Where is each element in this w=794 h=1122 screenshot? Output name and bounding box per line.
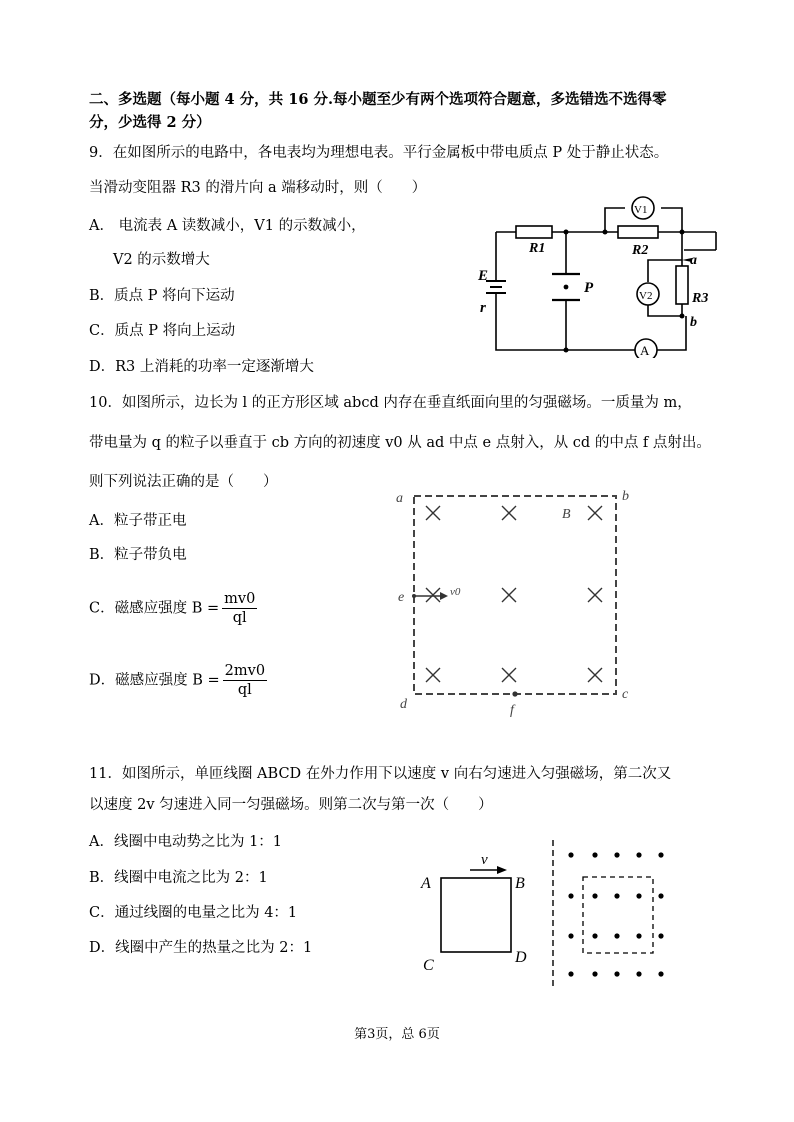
q11-option-c: C．通过线圈的电量之比为 4：1 <box>89 905 298 921</box>
label-e: e <box>398 590 405 605</box>
label-coil-c: C <box>423 957 434 974</box>
label-p: P <box>584 280 594 296</box>
label-b: b <box>690 315 697 330</box>
q9-stem-line1: 9．在如图所示的电路中，各电表均为理想电表。平行金属板中带电质点 P 处于静止状态。 <box>89 145 669 161</box>
q10-option-c-label: C．磁感应强度 B = <box>89 600 220 617</box>
label-a: a <box>690 253 697 268</box>
label-coil-a: A <box>421 875 431 892</box>
label-f: f <box>510 703 514 718</box>
q11-stem-line1: 11．如图所示，单匝线圈 ABCD 在外力作用下以速度 v 向右匀速进入匀强磁场，第二次又 <box>89 766 672 782</box>
label-v1: V1 <box>634 204 648 216</box>
label-r2: R2 <box>632 243 649 258</box>
label-r: r <box>480 300 486 316</box>
label-velocity: v <box>481 852 488 868</box>
label-e: E <box>478 268 489 284</box>
label-v2: V2 <box>639 290 653 302</box>
q9-option-c: C．质点 P 将向上运动 <box>89 323 236 339</box>
q11-option-b: B．线圈中电流之比为 2：1 <box>89 870 268 886</box>
label-ammeter: A <box>640 343 650 358</box>
q9-stem-line2: 当滑动变阻器 R3 的滑片向 a 端移动时，则（ ） <box>89 180 427 196</box>
q10-option-c <box>89 590 257 627</box>
section-heading-line2: 分，少选得 2 分） <box>89 114 211 131</box>
q11-coil-figure <box>415 840 685 990</box>
q10-option-c-numerator: mv0 <box>224 591 256 607</box>
label-r3: R3 <box>692 291 709 306</box>
q9-circuit-figure <box>470 188 730 358</box>
label-d: d <box>400 697 407 712</box>
q10-stem-line3: 则下列说法正确的是（ ） <box>89 474 278 490</box>
label-b: b <box>622 489 629 504</box>
q10-option-d-denominator: ql <box>237 682 252 698</box>
q10-field-figure <box>390 486 640 718</box>
label-coil-b: B <box>515 875 525 892</box>
q11-option-a: A．线圈中电动势之比为 1：1 <box>89 834 283 850</box>
q11-stem-line2: 以速度 2v 匀速进入同一匀强磁场。则第二次与第一次（ ） <box>89 797 493 813</box>
label-a: a <box>396 491 403 506</box>
label-c: c <box>622 687 629 702</box>
q10-option-d-fraction <box>223 662 267 699</box>
label-coil-d: D <box>515 949 527 966</box>
q10-option-c-fraction <box>222 590 257 627</box>
page-footer: 第3页，总 6页 <box>354 1027 440 1042</box>
q11-option-d: D．线圈中产生的热量之比为 2：1 <box>89 940 313 956</box>
q10-stem-line1: 10．如图所示，边长为 l 的正方形区域 abcd 内存在垂直纸面向里的匀强磁场。一质量为 m， <box>89 395 692 411</box>
label-v0: v0 <box>450 586 461 598</box>
q9-option-d: D．R3 上消耗的功率一定逐渐增大 <box>89 359 314 375</box>
q10-option-d <box>89 662 267 699</box>
q10-option-c-denominator: ql <box>232 610 247 626</box>
q10-stem-line2: 带电量为 q 的粒子以垂直于 cb 方向的初速度 v0 从 ad 中点 e 点射入，从 cd 的中点 f 点射出。 <box>89 435 711 451</box>
label-r1: R1 <box>529 241 546 256</box>
q10-option-d-numerator: 2mv0 <box>224 663 266 679</box>
q10-option-d-label: D．磁感应强度 B = <box>89 672 220 689</box>
label-field-b: B <box>562 507 571 522</box>
q10-option-a: A．粒子带正电 <box>89 513 187 529</box>
q10-option-b: B．粒子带负电 <box>89 547 187 563</box>
q9-option-a-line1: A． 电流表 A 读数减小，V1 的示数减小， <box>89 218 366 234</box>
q9-option-b: B．质点 P 将向下运动 <box>89 288 235 304</box>
q9-option-a-line2: V2 的示数增大 <box>113 252 210 268</box>
section-heading-line1: 二、多选题（每小题 4 分，共 16 分.每小题至少有两个选项符合题意，多选错选不选得零 <box>89 91 667 108</box>
